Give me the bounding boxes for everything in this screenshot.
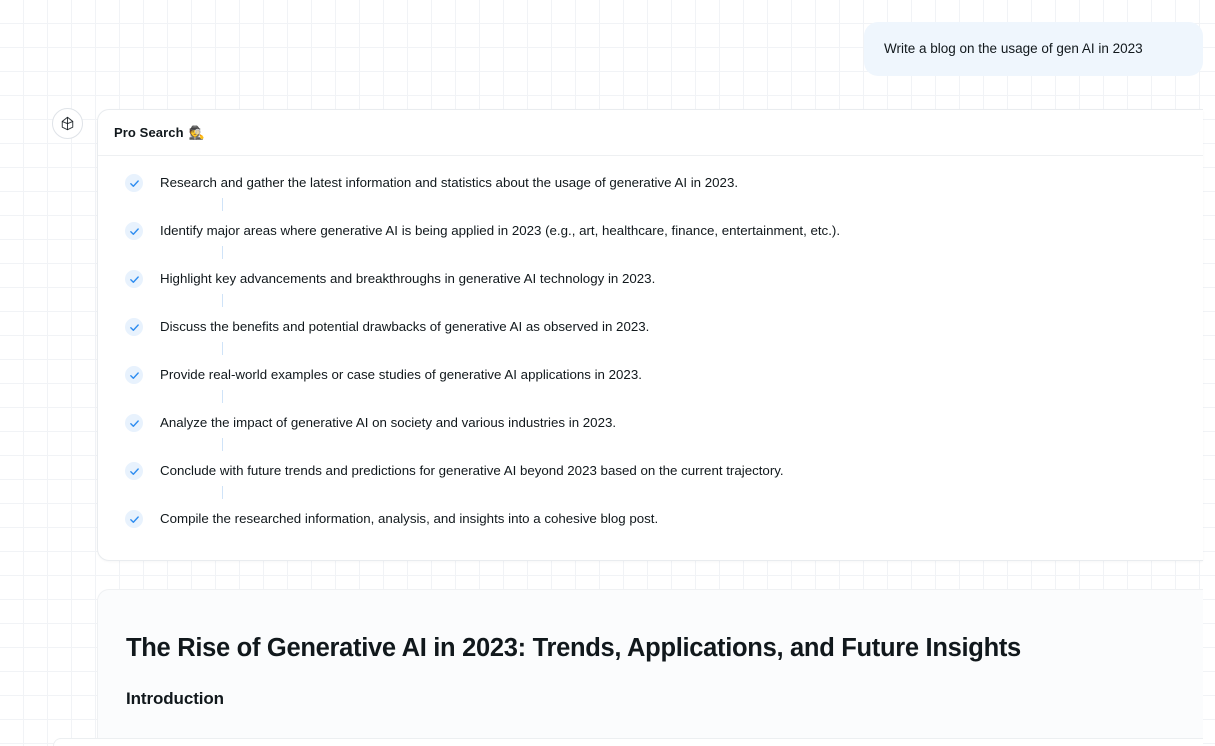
step-connector — [222, 342, 223, 355]
check-icon — [125, 222, 143, 240]
pro-search-header[interactable] — [98, 110, 1203, 156]
check-icon — [125, 318, 143, 336]
step-label: Provide real-world examples or case studies of generative AI applications in 2023. — [160, 367, 642, 382]
list-item — [98, 270, 1203, 294]
avatar — [52, 108, 83, 139]
step-label: Discuss the benefits and potential drawbacks of generative AI as observed in 2023. — [160, 319, 650, 334]
list-item — [98, 414, 1203, 438]
check-icon — [125, 270, 143, 288]
check-icon — [125, 174, 143, 192]
list-item — [98, 222, 1203, 246]
answer-section-heading: Introduction — [126, 689, 224, 709]
step-label: Highlight key advancements and breakthroughs in generative AI technology in 2023. — [160, 271, 656, 286]
check-icon — [125, 414, 143, 432]
step-label: Analyze the impact of generative AI on society and various industries in 2023. — [160, 415, 617, 430]
answer-card — [97, 589, 1203, 746]
check-icon — [125, 510, 143, 528]
pro-search-card — [97, 109, 1203, 561]
list-item — [98, 318, 1203, 342]
user-prompt-text: Write a blog on the usage of gen AI in 2023 — [884, 41, 1143, 57]
step-connector — [222, 198, 223, 211]
list-item — [98, 510, 1203, 534]
step-label: Compile the researched information, analysis, and insights into a cohesive blog post. — [160, 511, 659, 526]
list-item — [98, 174, 1203, 198]
pro-search-title: Pro Search — [114, 125, 184, 140]
step-label: Research and gather the latest information and statistics about the usage of generative AI in 2023. — [160, 175, 739, 190]
list-item — [98, 462, 1203, 486]
step-connector — [222, 390, 223, 403]
step-connector — [222, 294, 223, 307]
list-item — [98, 366, 1203, 390]
step-connector — [222, 438, 223, 451]
step-label: Conclude with future trends and predictions for generative AI beyond 2023 based on the current trajectory. — [160, 463, 784, 478]
step-connector — [222, 246, 223, 259]
answer-title: The Rise of Generative AI in 2023: Trends, Applications, and Future Insights — [126, 634, 1021, 662]
step-connector — [222, 486, 223, 499]
detective-emoji-icon: 🕵️ — [188, 124, 205, 140]
bottom-panel-edge — [53, 738, 1203, 746]
pro-search-step-list — [98, 156, 1203, 560]
step-label: Identify major areas where generative AI is being applied in 2023 (e.g., art, healthcare, finance, entertainment, etc.). — [160, 223, 841, 238]
perplexity-logo-icon — [59, 115, 76, 132]
check-icon — [125, 366, 143, 384]
user-prompt-bubble — [864, 22, 1203, 76]
check-icon — [125, 462, 143, 480]
